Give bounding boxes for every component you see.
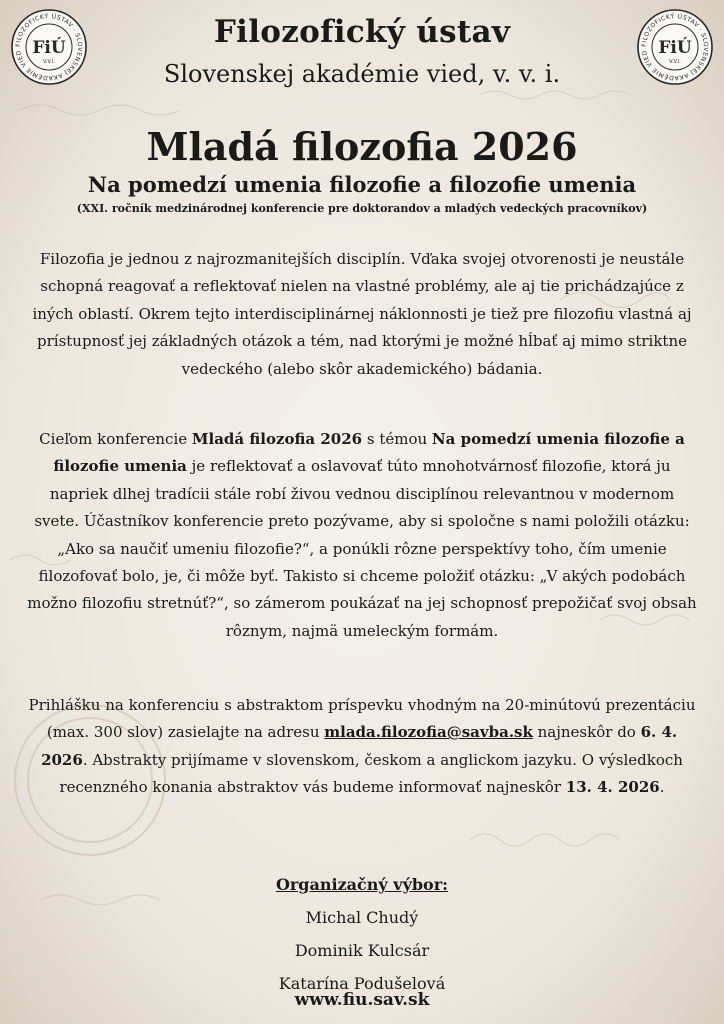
intro-paragraph: Filozofia je jednou z najrozmanitejších disciplín. Vďaka svojej otvorenosti je neustále schopná reagovať a reflektovať nielen na vlastné problémy, ale aj tie prichádzajúce z iných oblastí. Okrem tejto interdisciplinárnej náklonnosti je tiež pre filozofiu vlastná aj prístupnosť jej základných otázok a tém, nad ktorými je možné hĺbať aj mimo striktne vedeckého (alebo skôr akademického) bádania. — [32, 250, 692, 378]
svg-text:FiÚ: FiÚ — [32, 38, 66, 58]
committee-title: Organizačný výbor: — [275, 875, 449, 894]
conference-theme: Na pomedzí umenia filozofie a filozofie umenia — [87, 172, 637, 197]
notification-date: 13. 4. 2026 — [565, 778, 660, 797]
email-link[interactable]: mlada.filozofia@savba.sk — [324, 723, 533, 742]
conference-note: (XXI. ročník medzinárodnej konferencie pre doktorandov a mladých vedeckých pracovníkov) — [76, 202, 648, 215]
website-link[interactable]: www.fiu.sav.sk — [294, 990, 430, 1010]
svg-text:FiÚ: FiÚ — [658, 38, 692, 58]
committee-member: Michal Chudý — [305, 908, 419, 927]
submission-paragraph: Prihlášku na konferenciu s abstraktom príspevku vhodným na 20-minútovú prezentáciu (max. 300 slov) zasielajte na adresu mlada.filozofia@savba.sk najneskôr do 6. 4. 2026. Abstrakty prijímame v slovenskom, českom a anglickom jazyku. O výsledkoch recenzného konania abstraktov vás budeme informovať najneskôr 13. 4. 2026. — [28, 696, 696, 797]
conference-title: Mladá filozofia 2026 — [146, 124, 578, 169]
svg-text:FILOZOFICKÝ ÚSTAV · SLOVENSKEJ: FILOZOFICKÝ ÚSTAV · SLOVENSKEJ AKADÉMIE VIED — [14, 12, 84, 82]
institute-name: Filozofický ústav — [213, 14, 511, 50]
organizing-committee — [0, 868, 724, 1000]
theme-inline: Na pomedzí umenia filozofie a filozofie umenia — [53, 430, 685, 476]
goal-paragraph: Cieľom konferencie Mladá filozofia 2026 s témou Na pomedzí umenia filozofie a filozofie umenia je reflektovať a oslavovať túto mnohotvárnosť filozofie, ktorá ju napriek dlhej tradícii stále robí živou vednou disciplínou relevantnou v modernom svete. Účastníkov konferencie preto pozývame, aby si spoločne s nami položili otázku: „Ako sa naučiť umeniu filozofie?“, a ponúkli rôzne perspektívy toho, čím umenie filozofovať bolo, je, či môže byť. Takisto si chceme položiť otázku: „V akých podobách možno filozofiu stretnúť?“, so zámerom poukázať na jej schopnosť prepožičať svoj obsah rôznym, najmä umeleckým formám. — [27, 430, 697, 640]
deadline-date: 6. 4. 2026 — [41, 723, 678, 769]
svg-text:V.V.I.: V.V.I. — [669, 59, 681, 65]
institute-subtitle: Slovenskej akadémie vied, v. v. i. — [163, 60, 561, 88]
committee-member: Dominik Kulcsár — [294, 941, 430, 960]
committee-member: Katarína Podušelová — [278, 974, 446, 993]
svg-text:FILOZOFICKÝ ÚSTAV · SLOVENSKEJ: FILOZOFICKÝ ÚSTAV · SLOVENSKEJ AKADÉMIE VIED — [640, 12, 710, 82]
conference-name-inline: Mladá filozofia 2026 — [191, 430, 363, 448]
svg-text:V.V.I.: V.V.I. — [43, 59, 55, 65]
